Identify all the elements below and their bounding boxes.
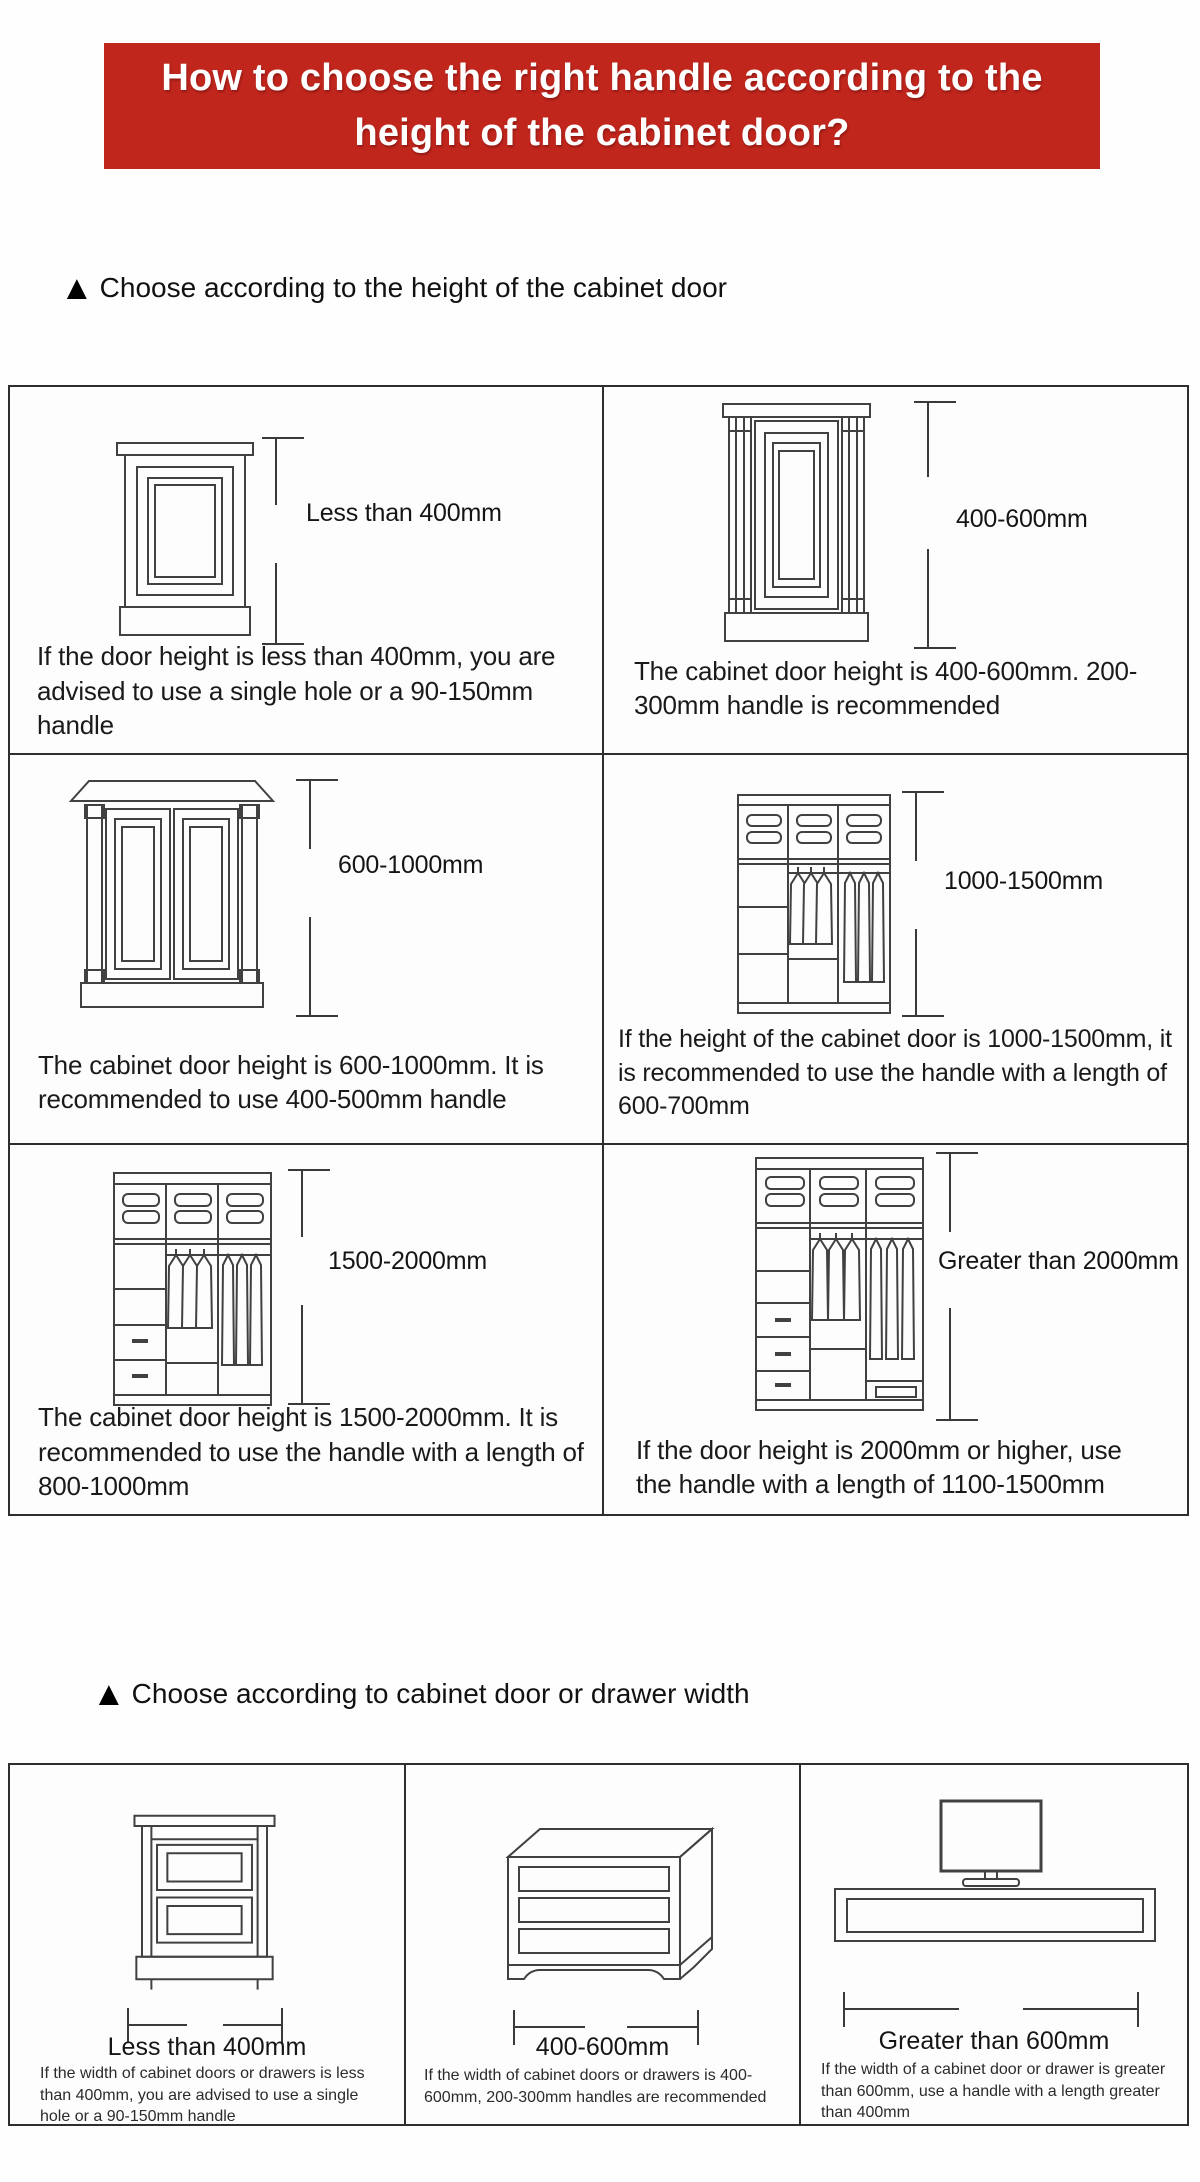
vertical-dimension-line (286, 1167, 332, 1407)
cell-caption: The cabinet door height is 600-1000mm. It is recommended to use 400-500mm handle (38, 1049, 544, 1115)
horizontal-dimension-line (841, 1987, 1141, 2031)
single-door-cabinet-illustration (105, 437, 265, 642)
height-cell-6 (604, 1145, 1187, 1514)
triangle-icon: ▲ (60, 269, 94, 307)
cell-caption: If the height of the cabinet door is 1000-1500mm, it is recommended to use the handle with a length of 600-700mm (618, 1025, 1172, 1120)
chest-of-drawers-illustration (494, 1817, 724, 1989)
dimension-label: 400-600mm (535, 2033, 670, 2061)
nightstand-illustration (122, 1811, 287, 1999)
double-door-cabinet-illustration (67, 775, 277, 1015)
wardrobe-with-drawers-illustration (110, 1167, 275, 1412)
vertical-dimension-line (294, 777, 340, 1019)
cell-caption: The cabinet door height is 1500-2000mm. It is recommended to use the handle with a length of 800-1000mm (38, 1402, 584, 1502)
cell-caption: If the width of a cabinet door or drawer is greater than 600mm, use a handle with a length greater than 400mm (821, 2061, 1166, 2122)
height-cell-5 (10, 1145, 602, 1514)
cell-caption: If the door height is 2000mm or higher, use the handle with a length of 1100-1500mm (636, 1434, 1122, 1500)
cell-caption: If the width of cabinet doors or drawers is 400-600mm, 200-300mm handles are recommended (424, 2067, 767, 2106)
section-heading-width (92, 1675, 750, 1713)
vertical-dimension-line (934, 1150, 980, 1423)
vertical-dimension-line (260, 435, 306, 647)
dimension-label: 400-600mm (956, 505, 1088, 533)
cell-caption: If the width of cabinet doors or drawers is less than 400mm, you are advised to use a single hole or a 90-150mm handle (40, 2065, 365, 2126)
width-cell-2 (406, 1765, 799, 2124)
height-cell-1 (10, 387, 602, 753)
vertical-dimension-line (912, 399, 958, 651)
section-heading-height (60, 269, 727, 307)
title-banner (104, 43, 1100, 169)
dimension-label: Less than 400mm (306, 499, 502, 527)
vertical-dimension-line (900, 789, 946, 1019)
dimension-label: Greater than 2000mm (938, 1247, 1179, 1275)
height-guide-table (8, 385, 1189, 1516)
dimension-label: 600-1000mm (338, 851, 484, 879)
dimension-label: 1500-2000mm (328, 1247, 488, 1275)
dimension-label: Greater than 600mm (878, 2027, 1110, 2055)
wardrobe-illustration (734, 789, 894, 1019)
dimension-label: 1000-1500mm (944, 867, 1104, 895)
banner-title-line1: How to choose the right handle according to the (161, 57, 1043, 99)
width-guide-table (8, 1763, 1189, 2126)
tall-wardrobe-illustration (752, 1153, 927, 1418)
dimension-label: Less than 400mm (107, 2033, 307, 2061)
section-heading-text: Choose according to the height of the cabinet door (99, 272, 727, 303)
cell-caption: If the door height is less than 400mm, you are advised to use a single hole or a 90-150mm handle (37, 641, 556, 741)
width-cell-1 (10, 1765, 404, 2124)
height-cell-3 (10, 755, 602, 1143)
banner-title-line2: height of the cabinet door? (354, 112, 850, 154)
height-cell-2 (604, 387, 1187, 753)
cell-caption: The cabinet door height is 400-600mm. 200-300mm handle is recommended (634, 655, 1138, 721)
section-heading-text: Choose according to cabinet door or drawer width (131, 1678, 750, 1709)
triangle-icon: ▲ (92, 1675, 126, 1713)
pilaster-cabinet-illustration (709, 399, 884, 644)
height-cell-4 (604, 755, 1187, 1143)
tv-stand-illustration (825, 1795, 1165, 1960)
width-cell-3 (801, 1765, 1187, 2124)
